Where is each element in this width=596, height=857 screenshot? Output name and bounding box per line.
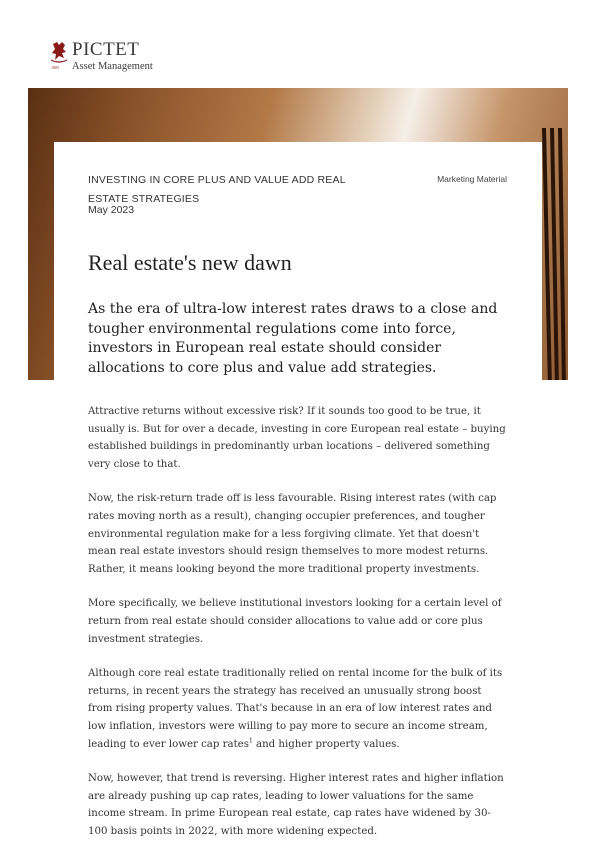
report-date: May 2023 [88,204,135,216]
marketing-material-label: Marketing Material [437,174,507,184]
body-paragraph-4-text: Although core real estate traditionally relied on rental income for the bulk of its returns, in recent years the strategy has received an unusually strong boost from rising property values. That's because in an era of low interest rates and low inflation, investors were willing to pay more to secure an income stream, leading to ever lower cap rates [88,668,503,750]
pictet-crest-icon [49,40,69,66]
logo-subtitle: Asset Management [72,61,153,72]
body-paragraph-2: Now, the risk-return trade off is less favourable. Rising interest rates (with cap rates moving north as a result), changing occupier preferences, and tougher environmental regulation make for a less forgiving climate. Yet that doesn't mean real estate investors should resign themselves to more modest returns. Rather, it means looking beyond the more traditional property investments. [88,493,497,575]
article-body [88,403,506,857]
body-paragraph-5: Now, however, that trend is reversing. Higher interest rates and higher inflation are already pushing up cap rates, leading to lower valuations for the same income stream. In prime European real estate, cap rates have widened by 30-100 basis points in 2022, with more widening expected. [88,773,504,837]
logo-year: 1805 [51,65,59,70]
report-eyebrow: INVESTING IN CORE PLUS AND VALUE ADD REAL ESTATE STRATEGIES [88,174,346,205]
logo-brand-name: PICTET [72,39,140,60]
lede-paragraph: As the era of ultra-low interest rates draws to a close and tougher environmental regulations come into force, investors in European real estate should consider allocations to core plus and value add strategies. [88,301,498,376]
body-paragraph-4 [88,665,506,753]
footnote-marker[interactable]: 1 [248,737,253,745]
body-paragraph-3: More specifically, we believe institutional investors looking for a certain level of return from real estate should consider allocations to value add or core plus investment strategies. [88,598,502,645]
body-paragraph-1: Attractive returns without excessive risk? If it sounds too good to be true, it usually is. But for over a decade, investing in core European real estate – buying established buildings in predominantly urban locations – delivered something very close to that. [88,406,506,470]
page-title: Real estate's new dawn [88,250,292,275]
hero-architecture-stripes [540,128,568,380]
body-paragraph-4-end: and higher property values. [252,738,400,750]
